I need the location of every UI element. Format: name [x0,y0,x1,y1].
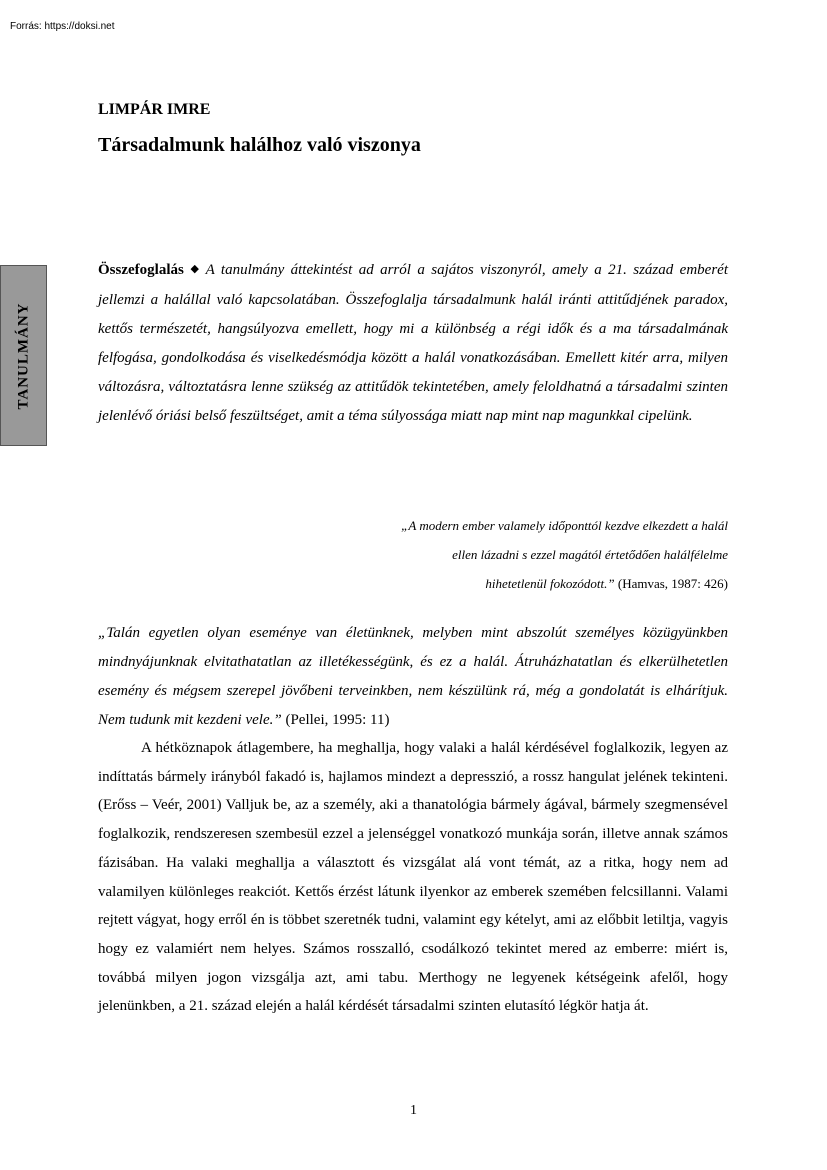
opening-quote-citation: (Pellei, 1995: 11) [281,712,390,728]
epigraph-line-1: „A modern ember valamely időponttól kezdve elkezdett a halál [401,518,728,533]
epigraph-citation: (Hamvas, 1987: 426) [614,576,728,591]
section-tab [0,265,47,446]
abstract-text: A tanulmány áttekintést ad arról a sajátos viszonyról, amely a 21. század emberét jellemzi a halállal való kapcsolatában. Összefoglalja társadalmunk halál iránti attitűdjének paradox, kettős természetét, hangsúlyozva emellett, hogy mi a különbség a régi idők és a ma társadalmának felfogása, gondolkodása és viselkedésmódja között a halál vonatkozásában. Emellett kitér arra, milyen változásra, változtatásra lenne szükség az attitűdök tekintetében, amely feloldhatná a társadalmi szinten jelenlévő óriási belső feszültséget, amit a téma súlyossága miatt nap mint nap magunkkal cipelünk. [98,262,728,424]
body-paragraph: A hétköznapok átlagembere, ha meghallja, hogy valaki a halál kérdésével foglalkozik, legyen az indíttatás bármely irányból fakadó is, hajlamos mindezt a depresszió, a rossz hangulat jelének tekinteni. (Erőss – Veér, 2001) Valljuk be, az a személy, aki a thanatológia bármely ágával, bármely szegmensével foglalkozik, rendszeresen szembesül ezzel a jelenséggel vonatkozó munkája során, illetve annak számos fázisában. Ha valaki meghallja a választott és vizsgálat alá vont témát, az a ritka, hogy nem ad valamilyen különleges reakciót. Kettős érzést látunk ilyenkor az emberek szemében felcsillanni. Valami rejtett vágyat, hogy erről én is többet szeretnék tudni, valamint egy kételyt, ami az előbbit letiltja, vagyis hogy ez valamiért nem helyes. Számos rosszalló, csodálkozó tekintet mered az emberre: miért is, továbbá milyen jogon vizsgálja azt, ami tabu. Merthogy ne legyenek kétségeink afelől, hogy jelenünkben, a 21. század elején a halál kérdését társadalmi szinten elutasító légkör hatja át. [98,740,728,1015]
opening-quote [98,619,728,735]
section-tab-label: TANULMÁNY [15,301,31,410]
abstract [98,256,728,431]
article-title: Társadalmunk halálhoz való viszonya [98,134,421,156]
author-name: LIMPÁR IMRE [98,101,211,118]
source-note: Forrás: https://doksi.net [10,21,115,32]
epigraph-line-3: hihetetlenül fokozódott.” [485,576,615,591]
page-number: 1 [410,1103,417,1118]
abstract-label: Összefoglalás [98,262,184,278]
epigraph-line-2: ellen lázadni s ezzel magától értetődően halálfélelme [452,547,728,562]
diamond-separator-icon: ◆ [187,263,202,275]
epigraph [228,511,728,598]
opening-quote-text: „Talán egyetlen olyan eseménye van életünknek, melyben mint abszolút személyes közügyünkben mindnyájunknak elvitathatatlan az illetékességünk, és ez a halál. Átruházhatatlan és elkerülhetetlen esemény és mégsem szerepel jövőbeni terveinkben, nem készülünk rá, még a gondolatát is elhárítjuk. Nem tudunk mit kezdeni vele.” [98,625,728,728]
